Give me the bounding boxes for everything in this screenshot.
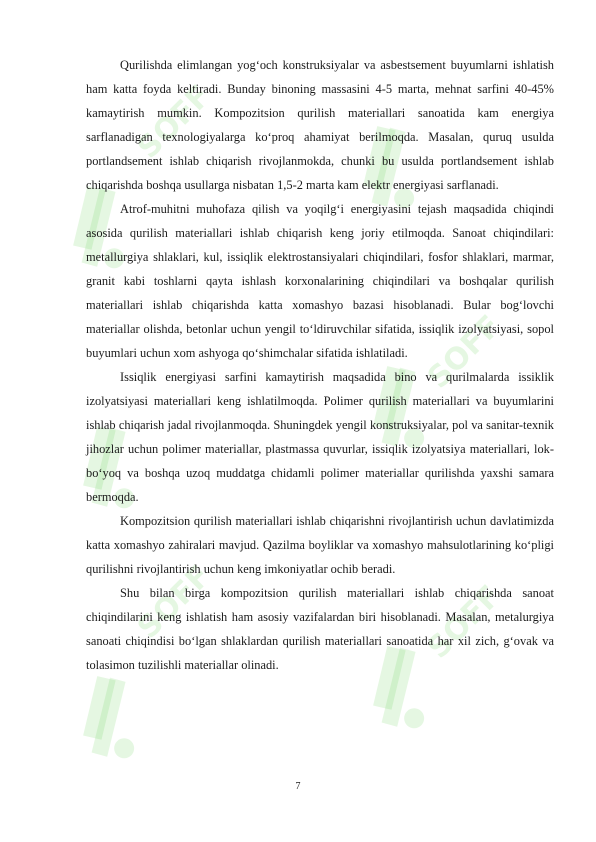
body-text <box>86 53 554 677</box>
paragraph-1: Qurilishda elimlangan yog‘och konstruksiyalar va asbestsement buyumlarni ishlatish ham katta foyda keltiradi. Bunday binoning massasini 4-5 marta, mehnat sarfini 40-45% kamaytirish mumkin. Kompozitsion qurilish materiallari sanoatida kam energiya sarflanadigan texnologiyalarga ko‘proq ahamiyat berilmoqda. Masalan, quruq usulda portlandsement ishlab chiqarish rivojlanmokda, chunki bu usulda portlandsement ishlab chiqarishda boshqa usullarga nisbatan 1,5-2 marta kam elektr energiyasi sarflanadi. <box>86 58 554 192</box>
svg-text:SOFF: SOFF <box>130 558 218 646</box>
paragraph-5: Shu bilan birga kompozitsion qurilish materiallari ishlab chiqarishda sanoat chiqindilarini keng ishlatish ham asosiy vazifalardan biri hisoblanadi. Masalan, metalurgiya sanoati chiqindisi bo‘lgan shlaklardan qurilish materiallari sanoatida har xil zich, g‘ovak va tolasimon tuzilishli materiallar olinadi. <box>86 586 554 672</box>
svg-text:SOFF: SOFF <box>420 308 508 396</box>
svg-text:SOFF: SOFF <box>130 78 218 166</box>
paragraph-3: Issiqlik energiyasi sarfini kamaytirish maqsadida bino va qurilmalarda issiklik izolyatsiyasi materiallari keng ishlatilmoqda. Polimer qurilish materiallari va buyumlarini ishlab chiqarish jadal rivojlanmoqda. Shuningdek yengil konstruksiyalar, pol va sanitar-texnik jihozlar uchun polimer materiallar, plastmassa quvurlar, issiqlik izolyatsiya materiallari, lok-bo‘yoq va boshqa uzoq muddatga chidamli polimer materiallar qurilishda yaxshi samara bermoqda. <box>86 370 554 504</box>
watermark-mark-3 <box>56 665 165 774</box>
paragraph-2: Atrof-muhitni muhofaza qilish va yoqilg‘i energiyasini tejash maqsadida chiqindi asosida qurilish materiallari ishlab chiqarish keng joriy etilmoqda. Sanoat chiqindilari: metallurgiya shlaklari, kul, issiqlik elektrostansiyalari chiqindilari, fosfor shlaklari, marmar, granit kabi toshlarni qayta ishlash korxonalarining chiqindilari va boshqalar qurilish materiallari ishlab chiqarishda katta xomashyo bazasi hisoblanadi. Bular bog‘lovchi materiallar olishda, betonlar uchun yengil to‘ldiruvchilar sifatida, issiqlik izolyatsiyasi, sopol buyumlari uchun xom ashyoga qo‘shimchalar sifatida ishlatiladi. <box>86 202 554 360</box>
page-number: 7 <box>295 781 301 792</box>
svg-text:SOFF: SOFF <box>420 578 508 666</box>
paragraph-4: Kompozitsion qurilish materiallari ishlab chiqarishni rivojlantirish uchun davlatimizda katta xomashyo zahiralari mavjud. Qazilma boyliklar va xomashyo mahsulotlarining ko‘pligi qurilishni rivojlantirish uchun keng imkoniyatlar ochib beradi. <box>86 514 554 576</box>
